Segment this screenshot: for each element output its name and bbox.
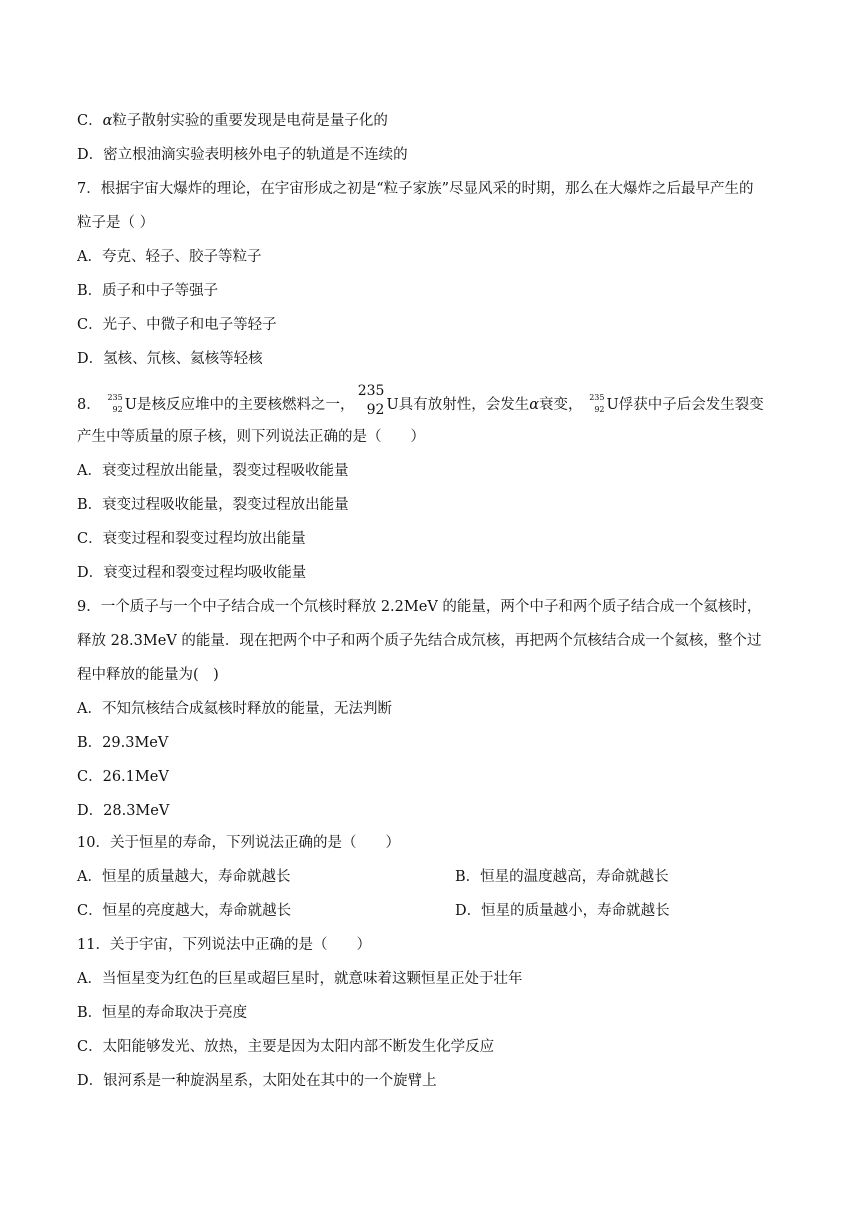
option-text: 恒星的寿命取决于亮度 — [102, 1005, 248, 1021]
option-text: 衰变过程和裂变过程均放出能量 — [102, 531, 306, 547]
option-label: D． — [77, 147, 104, 163]
option-text: 不知氘核结合成氦核时释放的能量，无法判断 — [101, 701, 392, 717]
q8-stem-line2: 产生中等质量的原子核，则下列说法正确的是（ ） — [77, 429, 425, 445]
q10-option-d — [455, 900, 670, 922]
option-label: A． — [77, 701, 102, 717]
option-text: 恒星的亮度越大，寿命就越长 — [102, 903, 292, 919]
atomic-number: 92 — [366, 402, 385, 418]
option-label: D． — [77, 1073, 104, 1089]
option-label: B． — [77, 1005, 103, 1021]
option-text: 26.1MeV — [102, 769, 169, 785]
q11-option-b — [77, 1002, 790, 1024]
mass-number: 235 — [589, 393, 605, 402]
q7-option-a — [77, 246, 790, 268]
q11-option-a — [77, 968, 790, 990]
q10-option-c — [77, 903, 291, 919]
stem-text: 衰变， — [539, 397, 583, 413]
stem-text: 是核反应堆中的主要核燃料之一， — [136, 397, 355, 413]
q9-stem-line1: 9．一个质子与一个中子结合成一个氘核时释放 2.2MeV 的能量，两个中子和两个质子结合成一个氦核时， — [77, 599, 762, 615]
q11-stem: 11．关于宇宙，下列说法中正确的是（ ） — [77, 937, 371, 953]
option-text: 恒星的质量越大，寿命就越长 — [101, 869, 291, 885]
option-label: C． — [77, 317, 103, 333]
atomic-number: 92 — [112, 405, 123, 414]
element-symbol: U — [606, 397, 619, 413]
option-label: C． — [77, 903, 103, 919]
option-label: C． — [77, 531, 103, 547]
option-text: 29.3MeV — [102, 735, 169, 751]
q10-options-row2 — [77, 900, 790, 922]
atomic-number: 92 — [594, 405, 605, 414]
q8-option-d — [77, 562, 790, 584]
option-text: 衰变过程和裂变过程均吸收能量 — [103, 565, 307, 581]
alpha-symbol: α — [102, 113, 113, 129]
option-text: 衰变过程放出能量，裂变过程吸收能量 — [101, 463, 349, 479]
q8-option-c — [77, 528, 790, 550]
option-text: 恒星的温度越高，寿命就越长 — [480, 869, 669, 885]
option-text: 粒子散射实验的重要发现是电荷是量子化的 — [112, 113, 388, 129]
option-label: D． — [455, 903, 482, 919]
stem-text: 具有放射性，会发生 — [398, 397, 530, 413]
isotope-u235 — [589, 393, 605, 414]
option-label: A． — [77, 971, 102, 987]
q10-option-a — [77, 869, 290, 885]
q10-options-row1 — [77, 866, 790, 888]
q7-stem-line1: 7．根据宇宙大爆炸的理论，在宇宙形成之初是“粒子家族”尽显风采的时期，那么在大爆炸之后最早产生的 — [77, 181, 754, 197]
option-text: 28.3MeV — [103, 803, 170, 819]
alpha-symbol: α — [529, 397, 539, 413]
q10-option-b — [455, 866, 669, 888]
q10-stem: 10．关于恒星的寿命，下列说法正确的是（ ） — [77, 835, 400, 851]
option-label: D． — [77, 351, 104, 367]
option-text: 密立根油滴实验表明核外电子的轨道是不连续的 — [103, 147, 408, 163]
isotope-u235-large — [357, 383, 385, 424]
option-label: C． — [77, 1039, 103, 1055]
option-label: C． — [77, 769, 103, 785]
question-number: 8． — [77, 397, 101, 413]
q8-option-a — [77, 460, 790, 482]
q6-option-c — [77, 110, 790, 132]
q11-option-c — [77, 1036, 790, 1058]
option-text: 恒星的质量越小，寿命就越长 — [481, 903, 670, 919]
q7-option-d — [77, 348, 790, 370]
option-text: 当恒星变为红色的巨星或超巨星时，就意味着这颗恒星正处于壮年 — [101, 971, 523, 987]
stem-text: 俘获中子后会发生裂变 — [618, 397, 764, 413]
option-text: 夸克、轻子、胶子等粒子 — [101, 249, 262, 265]
option-label: B． — [77, 735, 103, 751]
isotope-u235 — [107, 393, 123, 414]
q9-stem-line2: 释放 28.3MeV 的能量．现在把两个中子和两个质子先结合成氘核，再把两个氘核结合成一个氦核，整个过 — [77, 633, 762, 649]
q9-option-d — [77, 800, 790, 822]
element-symbol: U — [124, 397, 137, 413]
option-text: 银河系是一种旋涡星系，太阳处在其中的一个旋臂上 — [103, 1073, 437, 1089]
option-label: A． — [77, 249, 102, 265]
mass-number: 235 — [107, 393, 123, 402]
option-text: 光子、中微子和电子等轻子 — [102, 317, 277, 333]
q6-option-d — [77, 144, 790, 166]
option-text: 质子和中子等强子 — [102, 283, 219, 299]
option-text: 太阳能够发光、放热，主要是因为太阳内部不断发生化学反应 — [102, 1039, 495, 1055]
q9-stem-line3: 程中释放的能量为( ) — [77, 667, 219, 683]
q7-option-c — [77, 314, 790, 336]
option-label: D． — [77, 803, 104, 819]
option-label: A． — [77, 463, 102, 479]
option-text: 衰变过程吸收能量，裂变过程放出能量 — [102, 497, 349, 513]
option-label: B． — [455, 869, 481, 885]
q7-stem-line2: 粒子是（ ） — [77, 215, 155, 231]
option-label: D． — [77, 565, 104, 581]
q7-option-b — [77, 280, 790, 302]
element-symbol: U — [386, 397, 399, 413]
q8-stem-line1 — [77, 383, 790, 418]
option-label: C． — [77, 113, 103, 129]
q8-option-b — [77, 494, 790, 516]
q9-option-c — [77, 766, 790, 788]
q9-option-a — [77, 698, 790, 720]
option-label: B． — [77, 283, 103, 299]
option-text: 氢核、氘核、氦核等轻核 — [103, 351, 263, 367]
option-label: B． — [77, 497, 103, 513]
q11-option-d — [77, 1070, 790, 1092]
option-label: A． — [77, 869, 102, 885]
mass-number: 235 — [357, 383, 385, 399]
q9-option-b — [77, 732, 790, 754]
